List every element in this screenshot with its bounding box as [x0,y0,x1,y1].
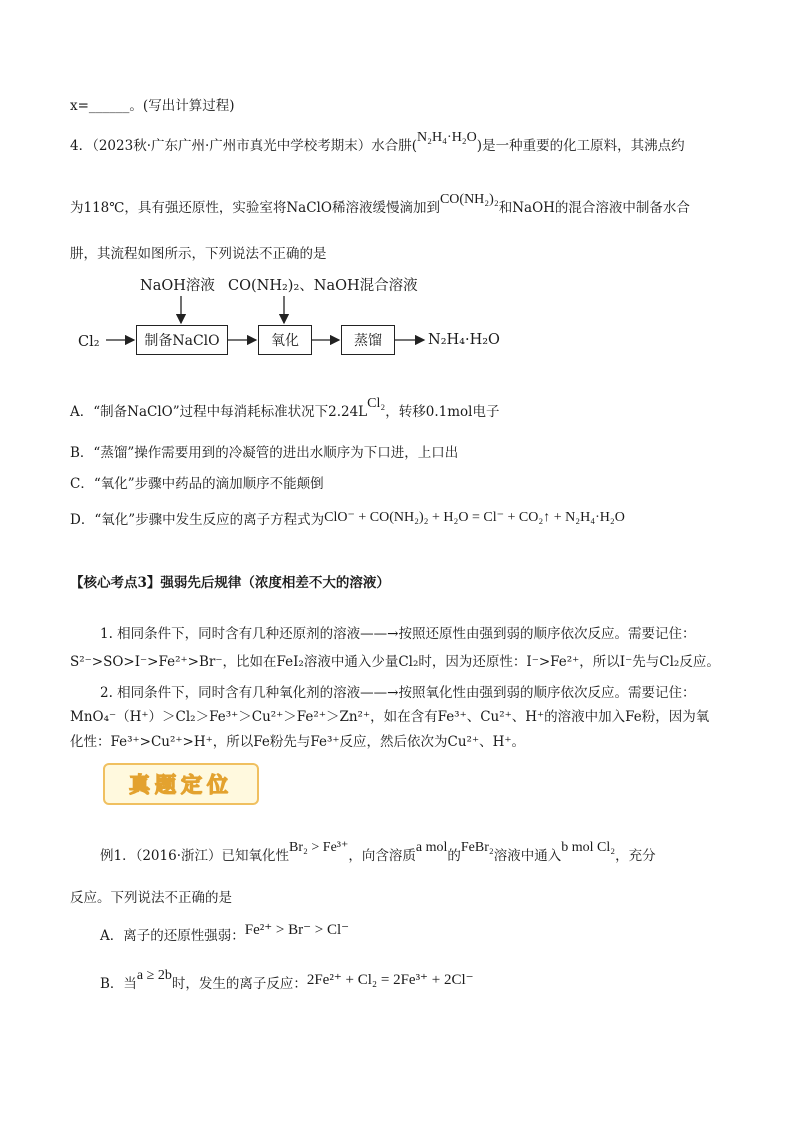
real-exam-stamp: 真题定位 [103,763,259,805]
example-text: ，充分 [615,848,656,864]
formula-ion-reaction: 2Fe²⁺ + Cl₂ = 2Fe³⁺ + 2Cl⁻ [306,972,474,988]
option-text: A．“制备NaClO”过程中每消耗标准状况下2.24L [70,404,368,420]
q4-line-3: 肼，其流程如图所示，下列说法不正确的是 [70,246,327,262]
option-text: 时，发生的离子反应： [171,976,307,992]
calc-answer-line: x=______。(写出计算过程) [70,98,235,114]
q4-text: 和NaOH的混合溶液中制备水合 [498,200,690,216]
option-text: B．当 [100,976,137,992]
formula-a-ge-2b: a ≥ 2b [136,968,172,983]
option-b: B．“蒸馏”操作需要用到的冷凝管的进出水顺序为下口进，上口出 [70,445,459,461]
flow-reagent-naoh: NaOH溶液 [140,278,215,294]
flow-reagent-mixture: CO(NH₂)₂、NaOH混合溶液 [228,278,418,294]
formula-oxidizing-order: Br₂ > Fe³⁺ [289,840,349,855]
example-1-line-2: 反应。下列说法不正确的是 [70,890,232,906]
option-text: D．“氧化”步骤中发生反应的离子方程式为 [70,512,325,528]
option-text: A．离子的还原性强弱： [100,928,245,944]
example-text: ，向含溶质 [348,848,416,864]
formula-urea: CO(NH₂)₂ [439,192,499,207]
example-option-a [100,922,350,946]
rule-1: 1. 相同条件下，同时含有几种还原剂的溶液——→按照还原性由强到弱的顺序依次反应。需要记住： [100,626,696,642]
rule-2-detail-cont: 化性：Fe³⁺>Cu²⁺>H⁺，所以Fe粉先与Fe³⁺反应，然后依次为Cu²⁺、H⁺。 [70,734,525,750]
rule-2-detail: MnO₄⁻（H⁺）＞Cl₂＞Fe³⁺＞Cu²⁺＞Fe²⁺＞Zn²⁺，如在含有Fe³⁺、Cu²⁺、H⁺的溶液中加入Fe粉，因为氧 [70,709,710,725]
example-text: 溶液中通入 [493,848,562,864]
formula-febr2: FeBr₂ [460,840,494,855]
option-a [70,396,500,423]
flow-box-label: 制备NaClO [144,333,220,349]
formula-cl2: Cl₂ [367,396,386,411]
option-c: C．“氧化”步骤中药品的滴加顺序不能颠倒 [70,476,324,492]
option-text: ，转移0.1mol电子 [385,404,500,420]
q4-text: )是一种重要的化工原料，其沸点约 [476,138,685,154]
q4-text: 4．（2023秋·广东广州·广州市真光中学校考期末）水合肼( [70,138,418,154]
example-text: 的 [447,848,461,864]
flow-output-product: N₂H₄·H₂O [428,332,500,348]
rule-2: 2. 相同条件下，同时含有几种氧化剂的溶液——→按照氧化性由强到弱的顺序依次反应。需要记住： [100,685,696,701]
example-1-line-1 [100,840,656,867]
formula-b-mol-cl2: b mol Cl₂ [561,840,616,855]
option-d [70,510,625,531]
formula-hydrazine-hydrate: N₂H₄·H₂O [417,130,477,145]
rule-1-detail: S²⁻>SO>I⁻>Fe²⁺>Br⁻，比如在FeI₂溶液中通入少量Cl₂时，因为还原性：I⁻>Fe²⁺，所以I⁻先与Cl₂反应。 [70,654,720,670]
section-heading: 【核心考点3】强弱先后规律（浓度相差不大的溶液） [70,575,390,591]
flow-box-label: 蒸馏 [354,333,382,349]
flow-input-cl2: Cl₂ [78,334,100,350]
flow-arrows [0,0,800,400]
formula-reducing-order: Fe²⁺ > Br⁻ > Cl⁻ [244,922,350,938]
example-text: 例1．（2016·浙江）已知氧化性 [100,848,289,864]
flow-box-label: 氧化 [271,333,299,349]
q4-text: 为118℃，具有强还原性，实验室将NaClO稀溶液缓慢滴加到 [70,200,440,216]
formula-oxidation-equation: ClO⁻ + CO(NH₂)₂ + H₂O = Cl⁻ + CO₂↑ + N₂H₄·H₂O [324,510,625,525]
formula-a-mol: a mol [415,840,448,855]
example-option-b [100,968,474,995]
